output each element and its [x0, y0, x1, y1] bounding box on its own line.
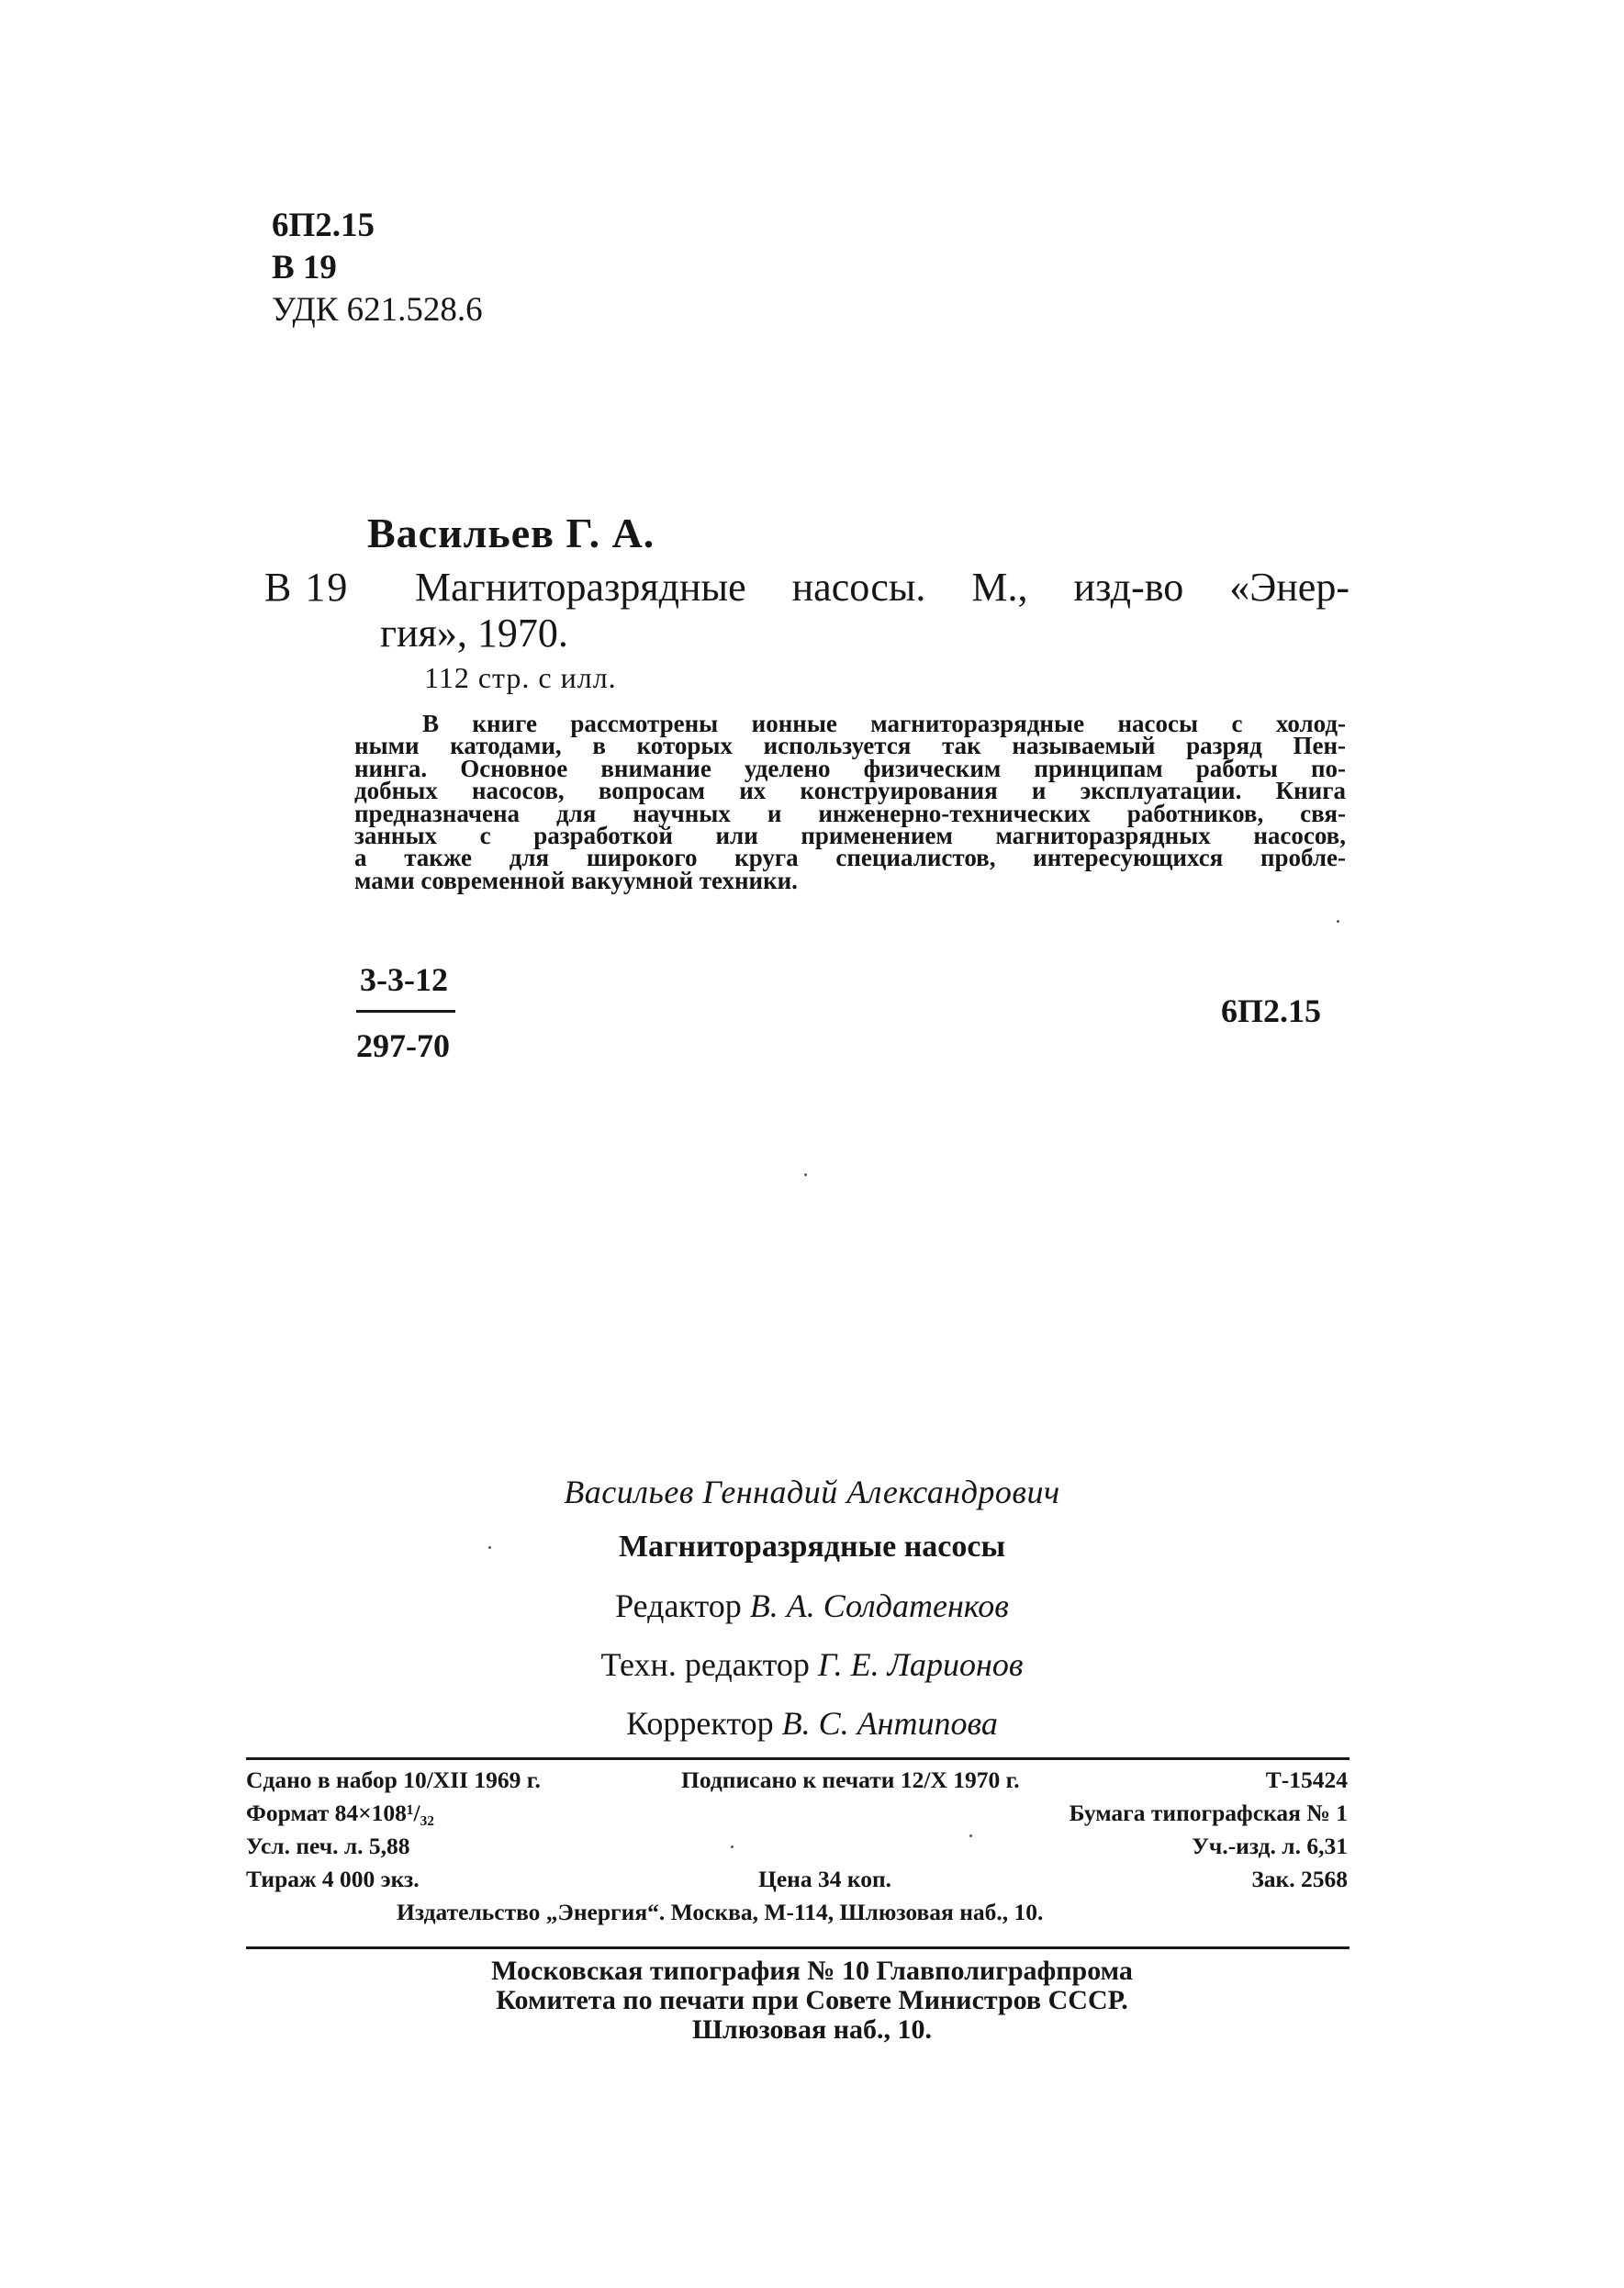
printer-line: Комитета по печати при Совете Министров СССР. — [496, 1985, 1128, 2015]
title-word: «Энер- — [1229, 565, 1350, 610]
divider — [246, 1946, 1350, 1949]
scan-speck — [969, 1834, 972, 1837]
classification-code: 6П2.15 — [272, 207, 375, 244]
order-number: Зак. 2568 — [1251, 1866, 1348, 1892]
title-word: Магниторазрядные — [415, 565, 746, 610]
editor-label: Редактор — [615, 1587, 742, 1624]
annotation-line: В книге рассмотрены ионные магниторазрядные насосы с холод- — [422, 710, 1346, 737]
annotation-line: а также для широкого круга специалистов, интересующихся пробле- — [354, 844, 1346, 872]
annotation-line: занных с разработкой или применением магниторазрядных насосов, — [354, 822, 1346, 850]
corrector-name: В. С. Антипова — [781, 1705, 998, 1742]
title-word: изд-во — [1073, 565, 1184, 610]
imprint-editor — [0, 1587, 1624, 1625]
annotation-line: добных насосов, вопросам их конструирования и эксплуатации. Книга — [354, 777, 1346, 805]
page-count: 112 стр. с илл. — [424, 661, 617, 694]
corrector-label: Корректор — [626, 1705, 774, 1742]
title-word: насосы. — [791, 565, 926, 610]
price: Цена 34 коп. — [758, 1866, 892, 1892]
scan-speck — [1337, 920, 1339, 923]
tech-editor-name: Г. Е. Ларионов — [817, 1646, 1024, 1683]
index-denominator: 297-70 — [356, 1027, 450, 1064]
publisher: Издательство „Энергия“. Москва, М-114, Шлюзовая наб., 10. — [397, 1899, 1044, 1925]
annotation-line: мами современной вакуумной техники. — [354, 866, 798, 894]
publication-sheets: Уч.-изд. л. 6,31 — [1192, 1833, 1348, 1859]
title-line-2: гия», 1970. — [380, 611, 568, 656]
print-sheets: Усл. печ. л. 5,88 — [246, 1833, 410, 1859]
author-mark: В 19 — [272, 249, 337, 286]
typeset-date: Сдано в набор 10/XII 1969 г. — [246, 1766, 541, 1793]
index-numerator: 3-3-12 — [360, 961, 448, 998]
divider — [246, 1757, 1350, 1760]
udc-code: УДК 621.528.6 — [272, 291, 483, 329]
editor-name: В. А. Солдатенков — [749, 1587, 1009, 1624]
author-heading: Васильев Г. А. — [367, 510, 655, 556]
imprint-corrector — [0, 1704, 1624, 1743]
tech-editor-label: Техн. редактор — [600, 1646, 810, 1683]
annotation — [354, 712, 1346, 892]
annotation-line: нинга. Основное внимание уделено физическим принципам работы по- — [354, 754, 1346, 782]
paper-type: Бумага типографская № 1 — [1069, 1800, 1348, 1826]
scan-speck — [804, 1173, 807, 1176]
order-code: Т-15424 — [1265, 1766, 1348, 1793]
annotation-line: ными катодами, в которых используется так называемый разряд Пен- — [354, 732, 1346, 760]
printer-line: Московская типография № 10 Главполиграфпрома — [491, 1956, 1133, 1986]
imprint-tech-editor — [0, 1645, 1624, 1684]
scan-speck — [731, 1845, 734, 1848]
fraction-bar — [356, 1010, 455, 1013]
imprint-author: Васильев Геннадий Александрович — [564, 1474, 1060, 1510]
annotation-line: предназначена для научных и инженерно-технических работников, свя- — [354, 799, 1346, 827]
author-mark-inline: В 19 — [264, 565, 350, 610]
title-word: М., — [971, 565, 1028, 610]
printer-line: Шлюзовая наб., 10. — [691, 2014, 933, 2045]
imprint-title: Магниторазрядные насосы — [618, 1530, 1006, 1564]
scan-speck — [488, 1546, 491, 1549]
signed-date: Подписано к печати 12/X 1970 г. — [681, 1766, 1020, 1793]
print-run: Тираж 4 000 экз. — [246, 1866, 420, 1892]
title-line-1 — [415, 564, 1350, 611]
paper-format: Формат 84×108¹/₃₂ — [246, 1800, 434, 1826]
index-right-code: 6П2.15 — [1221, 993, 1322, 1029]
